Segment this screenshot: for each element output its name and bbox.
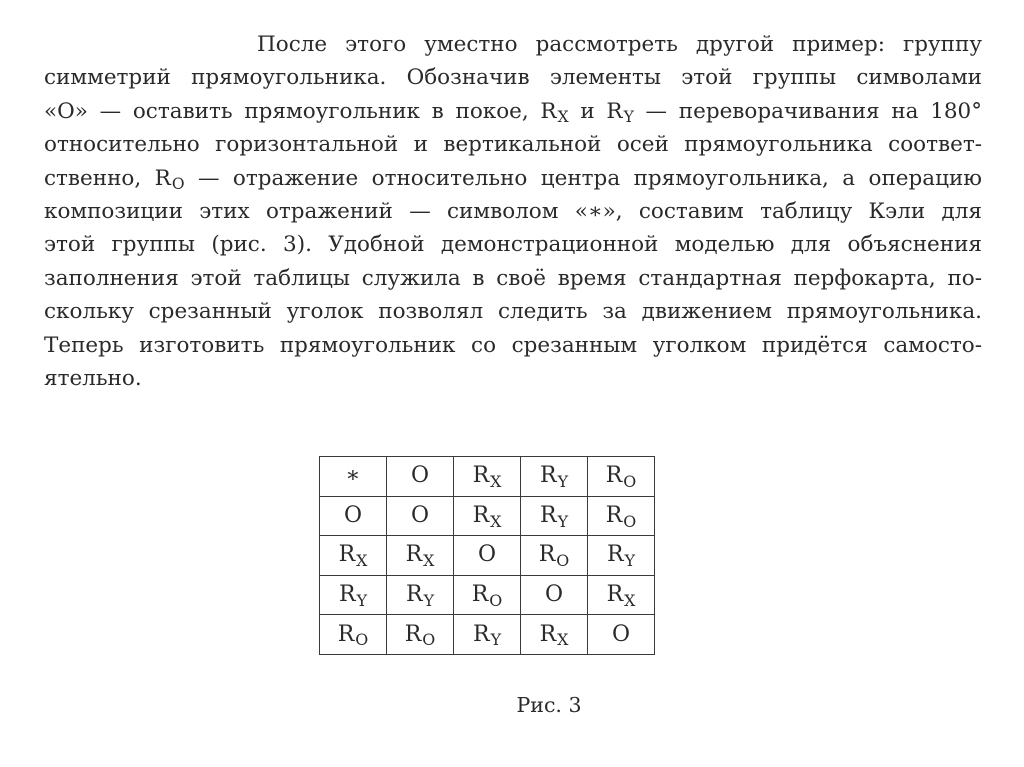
text-segment: этой группы (рис. 3). Удобной демонстрационной моделью для объяснения bbox=[44, 232, 982, 258]
text-line bbox=[44, 128, 982, 161]
r-symbol: $R_Y$ bbox=[405, 582, 435, 610]
r-symbol: $R_X$ bbox=[606, 582, 636, 610]
r-symbol: $R_O$ bbox=[154, 165, 185, 193]
text-segment: и bbox=[568, 98, 607, 124]
table-cell bbox=[387, 496, 454, 536]
r-symbol: $R_X$ bbox=[405, 542, 435, 571]
table-header-cell bbox=[521, 457, 588, 497]
cell-value: O bbox=[477, 542, 497, 568]
table-header-cell bbox=[588, 457, 655, 497]
text-segment: заполнения этой таблицы служила в своё время стандартная перфокарта, по- bbox=[44, 265, 982, 291]
cell-value: ∗ bbox=[345, 463, 361, 489]
text-segment: композиции этих отражений — символом «∗», составим таблицу Кэли для bbox=[44, 198, 982, 224]
table-header-cell bbox=[320, 496, 387, 536]
table-cell bbox=[454, 496, 521, 536]
r-symbol: $R_Y$ bbox=[606, 542, 636, 571]
text-segment: симметрий прямоугольника. Обозначив элементы этой группы символами bbox=[44, 65, 982, 91]
r-symbol: $R_X$ bbox=[472, 502, 502, 531]
table-cell bbox=[521, 575, 588, 615]
text-segment: ятельно. bbox=[44, 365, 142, 391]
text-line bbox=[44, 295, 982, 328]
text-line bbox=[44, 61, 982, 94]
table-header-cell bbox=[387, 457, 454, 497]
r-symbol: $R_X$ bbox=[540, 98, 569, 127]
text-line bbox=[44, 195, 982, 228]
table-row bbox=[320, 615, 655, 655]
table-row bbox=[320, 575, 655, 615]
cell-value: O bbox=[343, 502, 363, 528]
table-header-cell bbox=[454, 457, 521, 497]
table-header-cell bbox=[320, 536, 387, 576]
r-symbol: $R_Y$ bbox=[539, 463, 569, 492]
cell-value: O bbox=[544, 582, 564, 608]
r-symbol: $R_Y$ bbox=[472, 621, 502, 650]
table-header-cell bbox=[320, 615, 387, 655]
text-line bbox=[44, 228, 982, 261]
body-paragraph bbox=[44, 28, 982, 395]
text-line bbox=[44, 362, 982, 395]
r-symbol: $R_O$ bbox=[471, 582, 503, 610]
r-symbol: $R_X$ bbox=[338, 542, 368, 571]
table-cell bbox=[454, 536, 521, 576]
table-cell bbox=[454, 615, 521, 655]
r-symbol: $R_X$ bbox=[472, 463, 502, 492]
r-symbol: $R_Y$ bbox=[338, 582, 368, 610]
table-row bbox=[320, 536, 655, 576]
figure-caption: Рис. 3 bbox=[516, 693, 582, 717]
table-cell bbox=[588, 536, 655, 576]
r-symbol: $R_O$ bbox=[538, 542, 570, 571]
text-segment: Теперь изготовить прямоугольник со срезанным уголком придётся самосто- bbox=[44, 332, 982, 358]
cell-value: O bbox=[611, 621, 631, 647]
cell-value: O bbox=[410, 463, 430, 489]
text-line bbox=[44, 95, 982, 128]
table-cell bbox=[454, 575, 521, 615]
r-symbol: $R_O$ bbox=[404, 621, 436, 650]
table-cell bbox=[521, 536, 588, 576]
table-row bbox=[320, 457, 655, 497]
table-header-cell bbox=[320, 575, 387, 615]
table-cell bbox=[521, 496, 588, 536]
text-segment: — переворачивания на 180° bbox=[633, 98, 982, 124]
r-symbol: $R_O$ bbox=[605, 463, 637, 492]
table-cell bbox=[387, 536, 454, 576]
table-cell bbox=[588, 615, 655, 655]
table-header-cell bbox=[320, 457, 387, 497]
r-symbol: $R_X$ bbox=[539, 621, 569, 650]
text-line bbox=[44, 329, 982, 362]
r-symbol: $R_Y$ bbox=[606, 98, 634, 127]
table-cell bbox=[387, 615, 454, 655]
text-segment: ственно, bbox=[44, 165, 155, 191]
table-cell bbox=[588, 575, 655, 615]
text-segment: скольку срезанный уголок позволял следить за движением прямоугольника. bbox=[44, 299, 982, 325]
r-symbol: $R_O$ bbox=[337, 621, 369, 650]
text-segment: — отражение относительно центра прямоугольника, а операцию bbox=[184, 165, 982, 191]
text-line bbox=[44, 262, 982, 295]
cell-value: O bbox=[410, 502, 430, 528]
text-line bbox=[44, 28, 982, 61]
r-symbol: $R_O$ bbox=[605, 502, 637, 531]
text-segment: После этого уместно рассмотреть другой пример: группу bbox=[257, 32, 982, 57]
table-cell bbox=[521, 615, 588, 655]
cayley-table bbox=[319, 456, 655, 655]
table-row bbox=[320, 496, 655, 536]
table-cell bbox=[588, 496, 655, 536]
text-line bbox=[44, 162, 982, 195]
text-segment: относительно горизонтальной и вертикальной осей прямоугольника соответ- bbox=[44, 132, 982, 158]
text-segment: «O» — оставить прямоугольник в покое, bbox=[44, 98, 541, 124]
r-symbol: $R_Y$ bbox=[539, 502, 569, 531]
table-cell bbox=[387, 575, 454, 615]
